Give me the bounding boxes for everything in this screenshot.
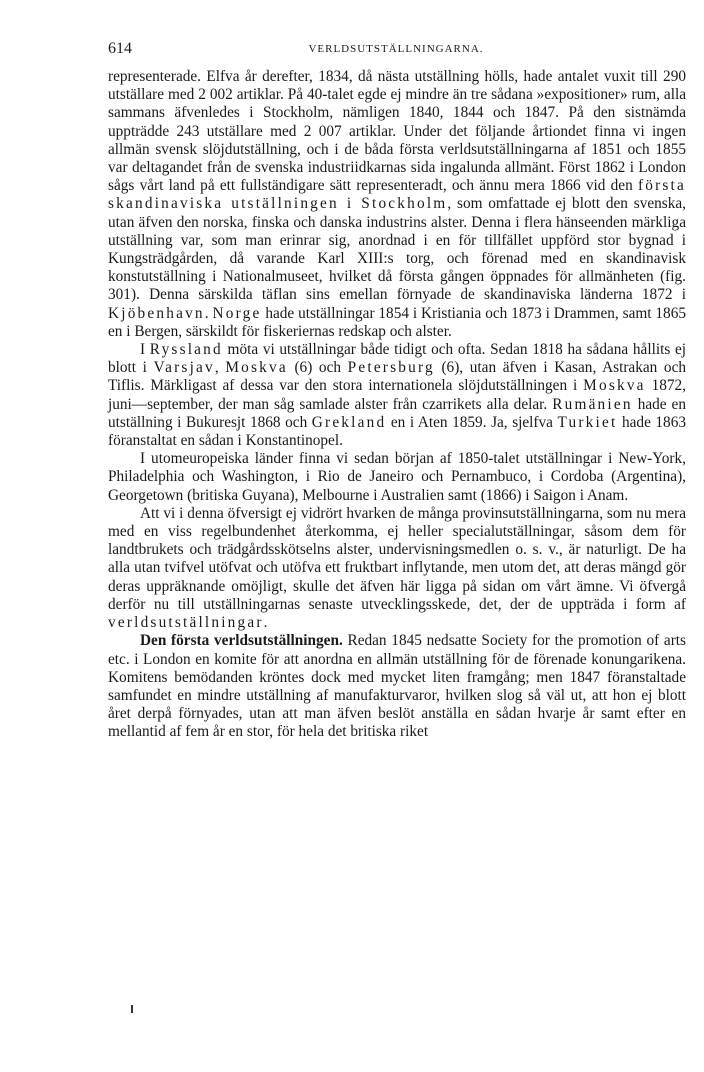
- section-heading: Den första verldsutställningen.: [140, 632, 343, 650]
- spaced-term: Kjöbenhavn: [108, 304, 205, 322]
- text-run: ,: [214, 359, 226, 377]
- page-number: 614: [108, 40, 132, 57]
- spaced-term: Moskva: [225, 359, 288, 377]
- ink-mark: [131, 1005, 133, 1013]
- text-run: möta vi utställningar både tidigt och ofta. Sedan 1818 ha sådana hållits ej blott i: [108, 341, 687, 377]
- paragraph-p2: [108, 341, 686, 450]
- text-run: hade en utställning i Bukuresjt 1868 och: [108, 395, 686, 431]
- text-run: .: [204, 304, 213, 322]
- text-run: 1872, juni—september, der man såg samlade alster från czarrikets alla delar.: [108, 377, 686, 413]
- text-run: (6) och: [287, 359, 348, 377]
- spaced-term: Norge: [212, 304, 262, 322]
- text-run: .: [263, 614, 268, 632]
- spaced-term: Moskva: [583, 377, 646, 395]
- spaced-term: Petersburg: [347, 359, 435, 377]
- text-run: I utomeuropeiska länder finna vi sedan början af 1850-talet utställningar i New-York, Philadelphia och Washington, i Rio de Janeiro och Pernambuco, i Cordoba (Argentina), Georgetown (britiska Guyana), Melbourne i Australien samt (1866) i Saigon i Anam.: [108, 450, 686, 504]
- text-run: hade utställningar 1854 i Kristiania och 1873 i Drammen, samt 1865 en i Bergen, särskildt för fiskeriernas redskap och alster.: [108, 304, 686, 340]
- spaced-term: Grekland: [311, 413, 387, 431]
- running-title: VERLDSUTSTÄLLNINGARNA.: [308, 43, 484, 55]
- text-run: Redan 1845 nedsatte Society for the promotion of arts etc. i London en komite för att anordna en allmän utställning för de förenade konungarikena. Komitens bemödanden kröntes dock med mycket liten framgång; men 1847 föranstaltade samfundet en mindre utställning af manufakturvaror, hvilken slog så väl ut, att hon ej blott året derpå förnyades, utan att man äfven beslöt anställa en sådan hvarje år samt efter en mellantid af fem år en stor, för hela det britiska riket: [108, 632, 686, 741]
- page-header: [108, 40, 684, 62]
- paragraph-p4: [108, 505, 686, 632]
- spaced-term: Turkiet: [557, 413, 618, 431]
- text-run: en i Aten 1859. Ja, sjelfva: [386, 413, 558, 431]
- text-run: , som omfattade ej blott den svenska, utan äfven den norska, finska och danska industrins alster. Denna i flera hänseenden märkliga utställning var, som man erinrar sig, anordnad i en för tillfället uppförd stor bygnad i Kungsträdgården, då varande Karl XIII:s torg, och förenad med en skandinavisk konstutställning i Nationalmuseet, hvilket då första gången öppnades för allmänheten (fig. 301). Denna särskilda täflan sins emellan förnyade de skandinaviska länderna 1872 i: [108, 195, 686, 304]
- spaced-term: första skandinaviska utställningen i Stockholm: [108, 177, 686, 213]
- text-run: hade 1863 föranstaltat en sådan i Konstantinopel.: [108, 413, 687, 450]
- text-run: Att vi i denna öfversigt ej vidrört hvarken de många provinsutställningarna, som nu mera med en viss regelbundenhet återkomma, ej heller specialutställningar, såsom dem för landtbrukets och trädgårdsskötselns alster, undervisningsmedlen o. s. v., är naturligt. De ha alla utan tvifvel utöfvat och utöfva ett fruktbart inflytande, men utom det, att deras mängd gör deras uppräknande omöjligt, skulle det äfven här ligga på sidan om vårt ämne. Vi öfvergå derför nu till utställningarnas senaste utvecklingsskede, det, der de uppträda i form af: [108, 504, 686, 613]
- text-run: (6), utan äfven i Kasan, Astrakan och Tiflis. Märkligast af dessa var den stora internationela slöjdutställningen i: [108, 359, 687, 395]
- paragraph-p1: [108, 68, 686, 341]
- body-text: [108, 68, 686, 742]
- text-run: representerade. Elfva år derefter, 1834, då nästa utställning hölls, hade antalet vuxit till 290 utställare med 2 002 artiklar. På 40-talet egde ej mindre än tre sådana »expositioner» rum, alla sammans äfvenledes i Stockholm, nämligen 1840, 1844 och 1847. På den sistnämda uppträdde 243 utställare med 2 007 artiklar. Under det följande årtiondet finna vi ingen allmän svensk slöjdutställning, och i de båda första verldsutställningarna af 1851 och 1855 var deltagandet från de svenska industriidkarnas sida ingalunda allmänt. Först 1862 i London sågs vårt land på ett fullständigare sätt representeradt, och ännu mera 1866 vid den: [108, 68, 686, 195]
- text-run: I: [140, 341, 150, 359]
- spaced-term: Varsjav: [153, 359, 215, 377]
- paragraph-p5: [108, 632, 686, 741]
- spaced-term: verldsutställningar: [108, 614, 264, 632]
- paragraph-p3: [108, 450, 686, 505]
- spaced-term: Ryssland: [149, 341, 223, 359]
- spaced-term: Rumänien: [552, 395, 633, 413]
